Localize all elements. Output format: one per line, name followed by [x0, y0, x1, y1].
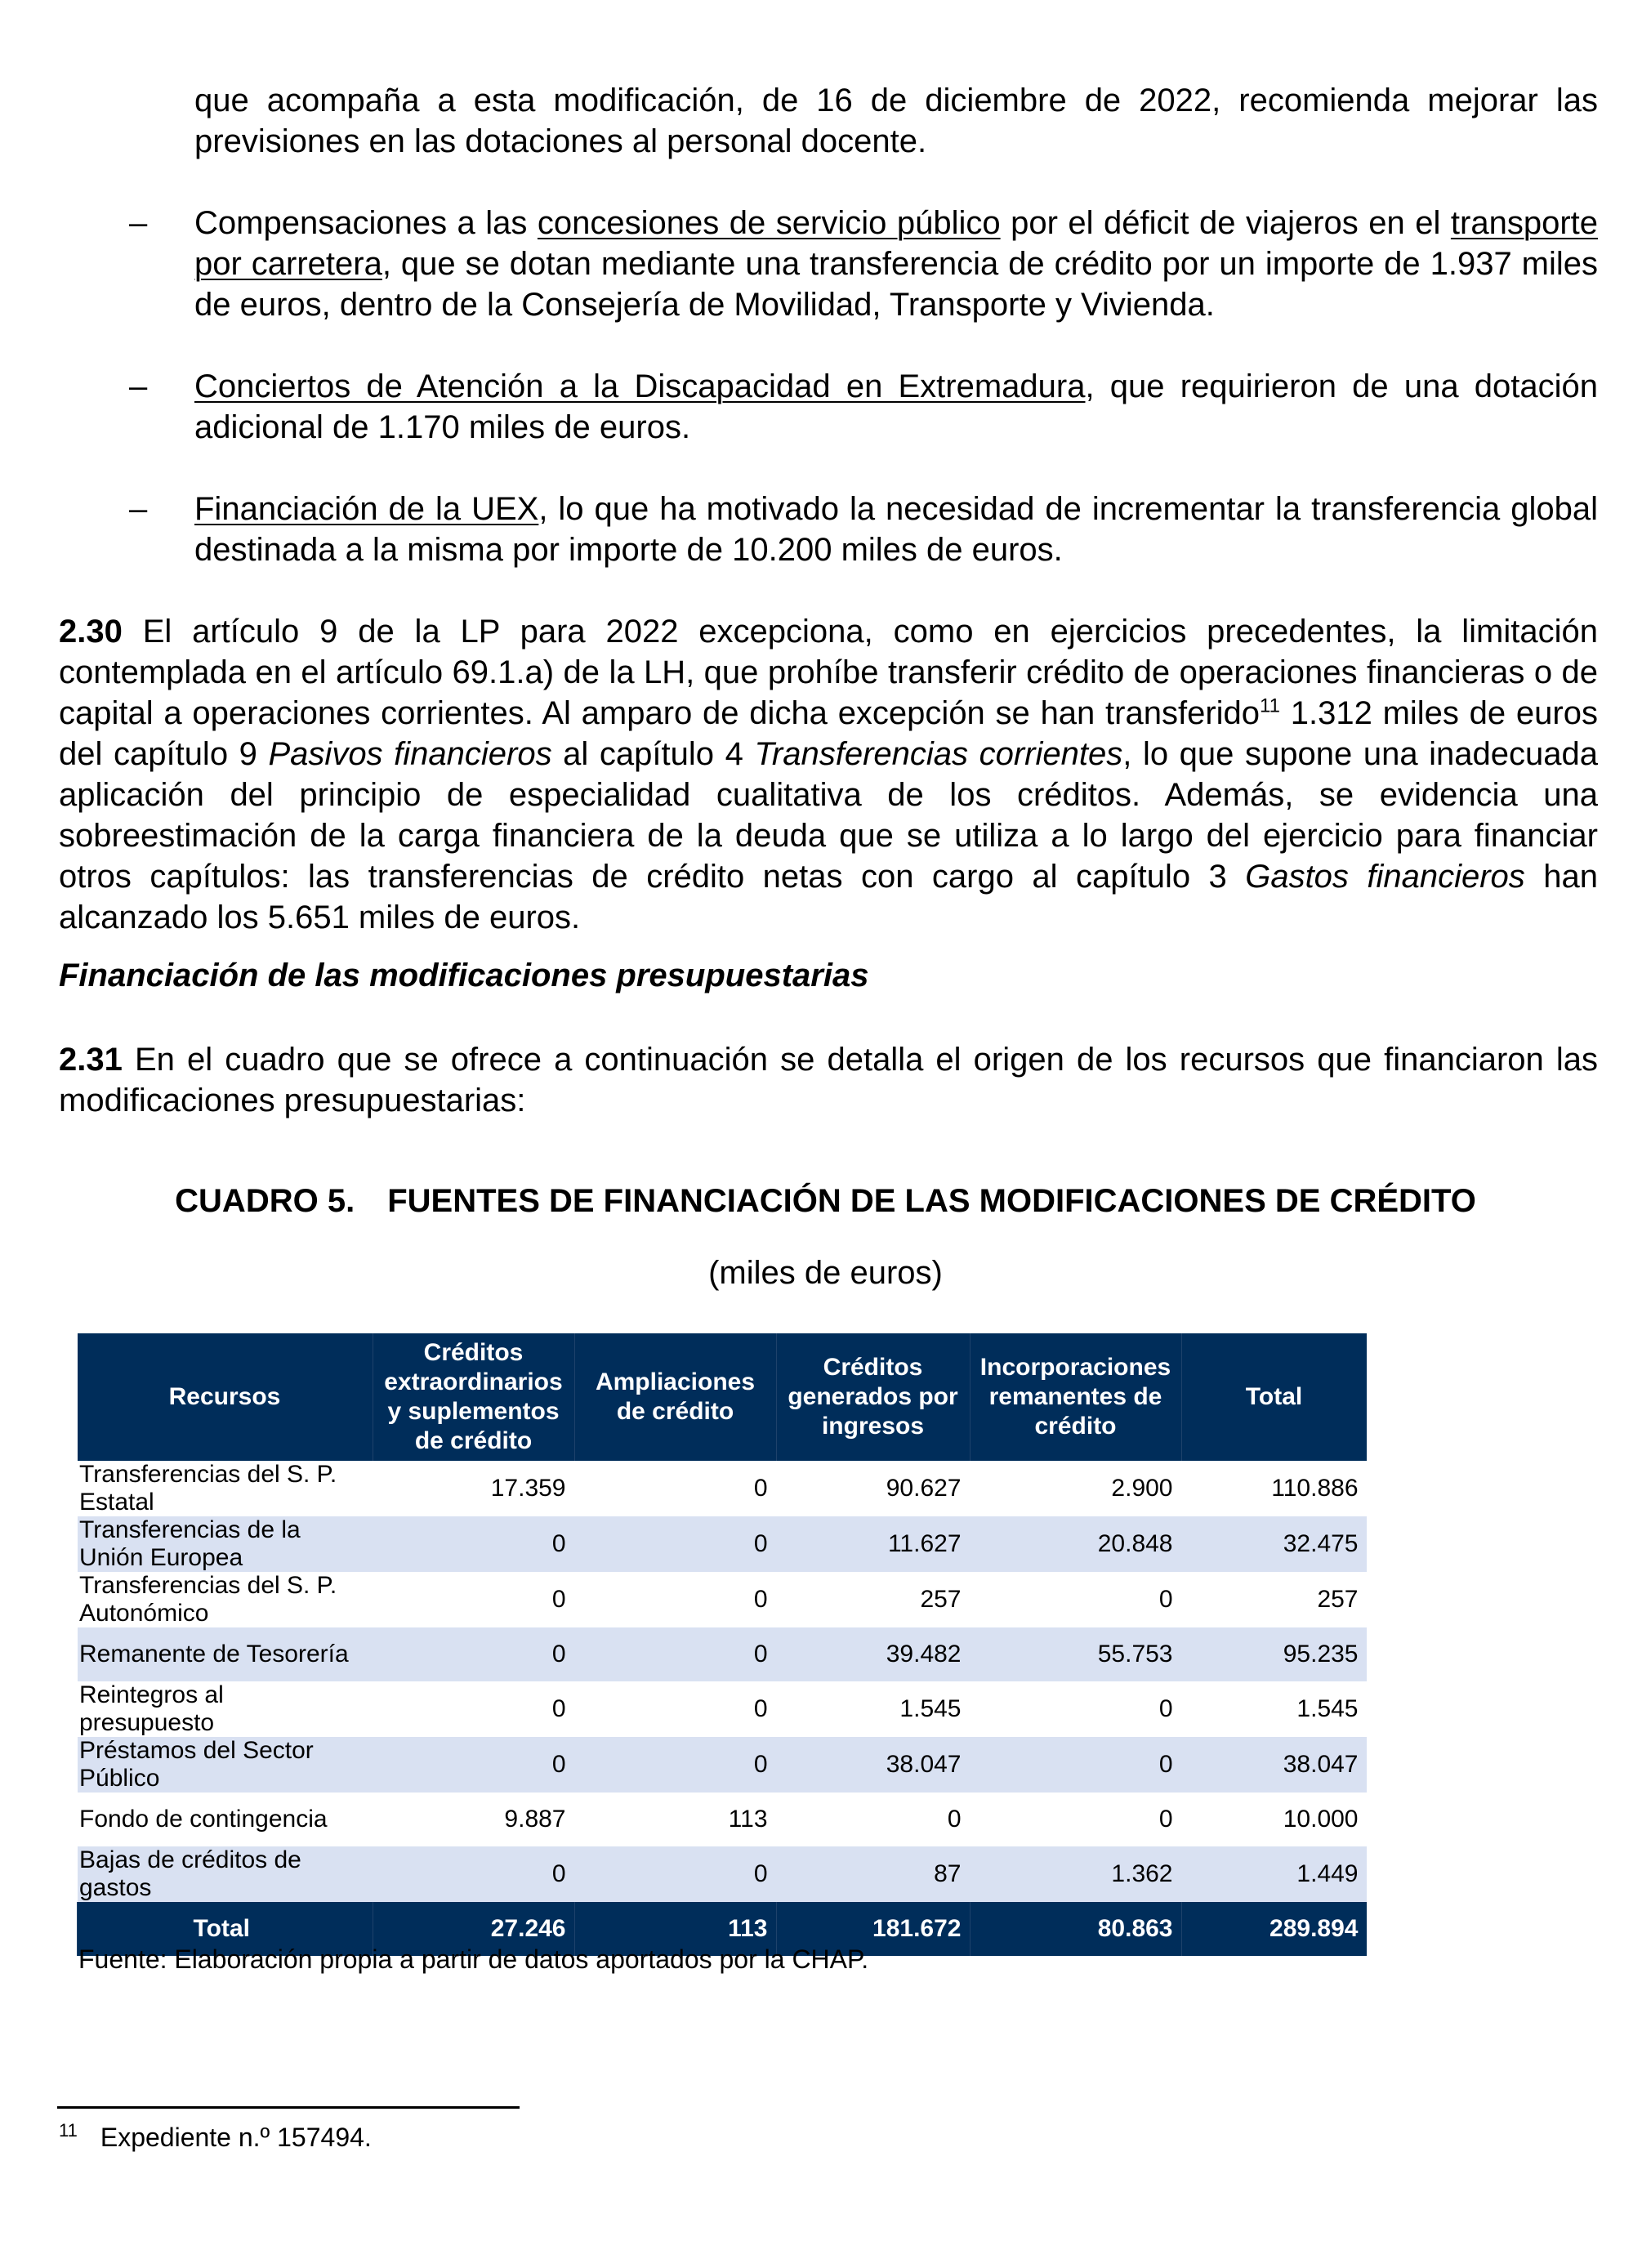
cell-value: 0 — [1158, 1695, 1173, 1722]
cell-value: 95.235 — [1181, 1627, 1367, 1681]
table-row — [78, 1793, 1367, 1846]
italic-term: Pasivos financieros — [268, 736, 552, 772]
row-label: Transferencias del S. P. Autonómico — [79, 1572, 337, 1627]
cell-value: 0 — [574, 1737, 776, 1793]
bullet-text: Compensaciones a las — [194, 205, 538, 241]
row-label: Fondo de contingencia — [79, 1806, 328, 1833]
paragraph-text: En el cuadro que se ofrece a continuación se detalla el origen de los recursos que financiaron las modificaciones presupuestarias: — [59, 1042, 1598, 1118]
table-header-row — [78, 1333, 1367, 1461]
cell-value: 0 — [574, 1846, 776, 1902]
row-label: Transferencias de la Unión Europea — [78, 1516, 373, 1572]
cell-value: 11.627 — [776, 1516, 970, 1572]
row-label: Reintegros al presupuesto — [79, 1681, 224, 1736]
cell-value: 0 — [574, 1627, 776, 1681]
cell-value: 110.886 — [1271, 1475, 1359, 1502]
bullet-discapacidad — [194, 366, 1598, 448]
italic-term: Transferencias corrientes — [754, 736, 1123, 772]
footnote-text: Expediente n.º 157494. — [100, 2123, 372, 2152]
bullet-text: , que requirieron de una dotación adicional de 1.170 miles de euros. — [194, 368, 1598, 445]
cell-value: 87 — [776, 1846, 970, 1902]
cell-value: 113 — [728, 1806, 768, 1833]
bullet-uex — [194, 489, 1598, 570]
cell-value: 1.545 — [899, 1695, 962, 1722]
paragraph-2-30 — [59, 611, 1598, 938]
cell-value: 0 — [1158, 1806, 1173, 1833]
cell-value: 0 — [373, 1846, 574, 1902]
cell-value: 32.475 — [1181, 1516, 1367, 1572]
paragraph-2-31 — [59, 1039, 1598, 1121]
continuation-text: que acompaña a esta modificación, de 16 de diciembre de 2022, recomienda mejorar las previsiones en las dotaciones al personal docente. — [194, 83, 1598, 159]
cell-value: 0 — [1158, 1586, 1173, 1613]
bullet-dash: – — [129, 491, 148, 527]
footnote-ref[interactable]: 11 — [1260, 694, 1280, 717]
section-heading: Financiación de las modificaciones presupuestarias — [59, 958, 869, 993]
underlined-term: concesiones de servicio público — [537, 205, 1001, 241]
paragraph-number: 2.30 — [59, 614, 123, 650]
underlined-term: transporte por carretera — [194, 205, 1599, 282]
cell-value: 0 — [373, 1737, 574, 1793]
table-source: Fuente: Elaboración propia a partir de datos aportados por la CHAP. — [78, 1944, 869, 1974]
column-header-creditos-extraordinarios: Créditos extraordinarios y suplementos de crédito — [373, 1333, 574, 1461]
column-header-total: Total — [1181, 1333, 1367, 1461]
row-label: Préstamos del Sector Público — [78, 1737, 373, 1793]
cell-value: 38.047 — [1181, 1737, 1367, 1793]
cell-value: 0 — [574, 1516, 776, 1572]
row-label: Bajas de créditos de gastos — [78, 1846, 373, 1902]
paragraph-number: 2.31 — [59, 1042, 123, 1078]
bullet-text: por el déficit de viajeros en el — [1000, 205, 1451, 241]
cell-value: 90.627 — [886, 1475, 962, 1502]
column-header-incorporaciones: Incorporaciones remanentes de crédito — [970, 1333, 1181, 1461]
cell-value: 0 — [373, 1627, 574, 1681]
cell-value: 0 — [373, 1516, 574, 1572]
table-row — [78, 1681, 1367, 1737]
paragraph-text: al capítulo 4 — [551, 736, 755, 772]
cell-value: 17.359 — [490, 1475, 566, 1502]
underlined-term: Conciertos de Atención a la Discapacidad en Extremadura — [194, 368, 1086, 404]
cell-value: 257 — [920, 1586, 962, 1613]
total-value: 181.672 — [776, 1902, 970, 1956]
italic-term: Gastos financieros — [1245, 859, 1525, 895]
cell-value: 1.545 — [1296, 1695, 1359, 1722]
total-label: Total — [78, 1902, 373, 1956]
bullet-transporte — [194, 203, 1598, 325]
total-value: 289.894 — [1181, 1902, 1367, 1956]
table-row — [78, 1516, 1367, 1572]
cell-value: 0 — [753, 1695, 768, 1722]
cell-value: 0 — [551, 1586, 566, 1613]
cell-value: 38.047 — [776, 1737, 970, 1793]
cell-value: 0 — [970, 1737, 1181, 1793]
cell-value: 0 — [753, 1586, 768, 1613]
cell-value: 55.753 — [970, 1627, 1181, 1681]
bullet-text: , que se dotan mediante una transferencia de crédito por un importe de 1.937 miles de euros, dentro de la Consejería de Movilidad, Transporte y Vivienda. — [194, 246, 1599, 323]
cell-value: 0 — [947, 1806, 962, 1833]
column-header-ampliaciones: Ampliaciones de crédito — [574, 1333, 776, 1461]
cell-value: 20.848 — [970, 1516, 1181, 1572]
paragraph-text: , lo que supone una inadecuada aplicación del principio de especialidad cualitativa de los créditos. Además, se evidencia una sobreestimación de la carga financiera de la deuda que se utiliza a lo largo del ejercicio para financiar otros capítulos: las transferencias de crédito netas con cargo al capítulo 3 — [59, 736, 1599, 895]
table-units: (miles de euros) — [708, 1255, 943, 1291]
table-row — [78, 1846, 1367, 1902]
cell-value: 1.449 — [1181, 1846, 1367, 1902]
total-value: 27.246 — [373, 1902, 574, 1956]
table-row — [78, 1737, 1367, 1793]
table-title — [0, 1183, 1651, 1220]
table-label: CUADRO 5. — [175, 1183, 355, 1219]
financing-table — [77, 1333, 1367, 1956]
cell-value: 39.482 — [776, 1627, 970, 1681]
bullet-dash: – — [129, 205, 148, 241]
row-label: Remanente de Tesorería — [78, 1627, 373, 1681]
table-row — [78, 1627, 1367, 1681]
table-row — [78, 1461, 1367, 1516]
column-header-creditos-generados: Créditos generados por ingresos — [776, 1333, 970, 1461]
bullet-dash: – — [129, 368, 148, 404]
table-row — [78, 1572, 1367, 1627]
total-value: 113 — [574, 1902, 776, 1956]
paragraph-text: 1.312 miles de euros del capítulo 9 — [59, 695, 1598, 772]
paragraph-text: El artículo 9 de la LP para 2022 excepciona, como en ejercicios precedentes, la limitación contemplada en el artículo 69.1.a) de la LH, que prohíbe transferir crédito de operaciones financieras o de capital a operaciones corrientes. Al amparo de dicha excepción se han transferido — [59, 614, 1598, 731]
cell-value: 0 — [753, 1475, 768, 1502]
table-title-text: FUENTES DE FINANCIACIÓN DE LAS MODIFICACIONES DE CRÉDITO — [387, 1183, 1476, 1219]
cell-value: 0 — [551, 1695, 566, 1722]
bullet-text: , lo que ha motivado la necesidad de incrementar la transferencia global destinada a la misma por importe de 10.200 miles de euros. — [194, 491, 1599, 568]
underlined-term: Financiación de la UEX — [194, 491, 539, 527]
cell-value: 1.362 — [970, 1846, 1181, 1902]
total-value: 80.863 — [970, 1902, 1181, 1956]
paragraph-text: han alcanzado los 5.651 miles de euros. — [59, 859, 1598, 935]
row-label: Transferencias del S. P. Estatal — [79, 1461, 337, 1516]
cell-value: 10.000 — [1283, 1806, 1359, 1833]
footnote — [59, 2120, 372, 2153]
cell-value: 2.900 — [1111, 1475, 1173, 1502]
continuation-paragraph — [194, 80, 1598, 162]
cell-value: 9.887 — [504, 1806, 566, 1833]
cell-value: 257 — [1317, 1586, 1359, 1613]
footnote-number: 11 — [59, 2120, 78, 2141]
column-header-recursos: Recursos — [78, 1333, 373, 1461]
footnote-divider — [57, 2106, 520, 2109]
